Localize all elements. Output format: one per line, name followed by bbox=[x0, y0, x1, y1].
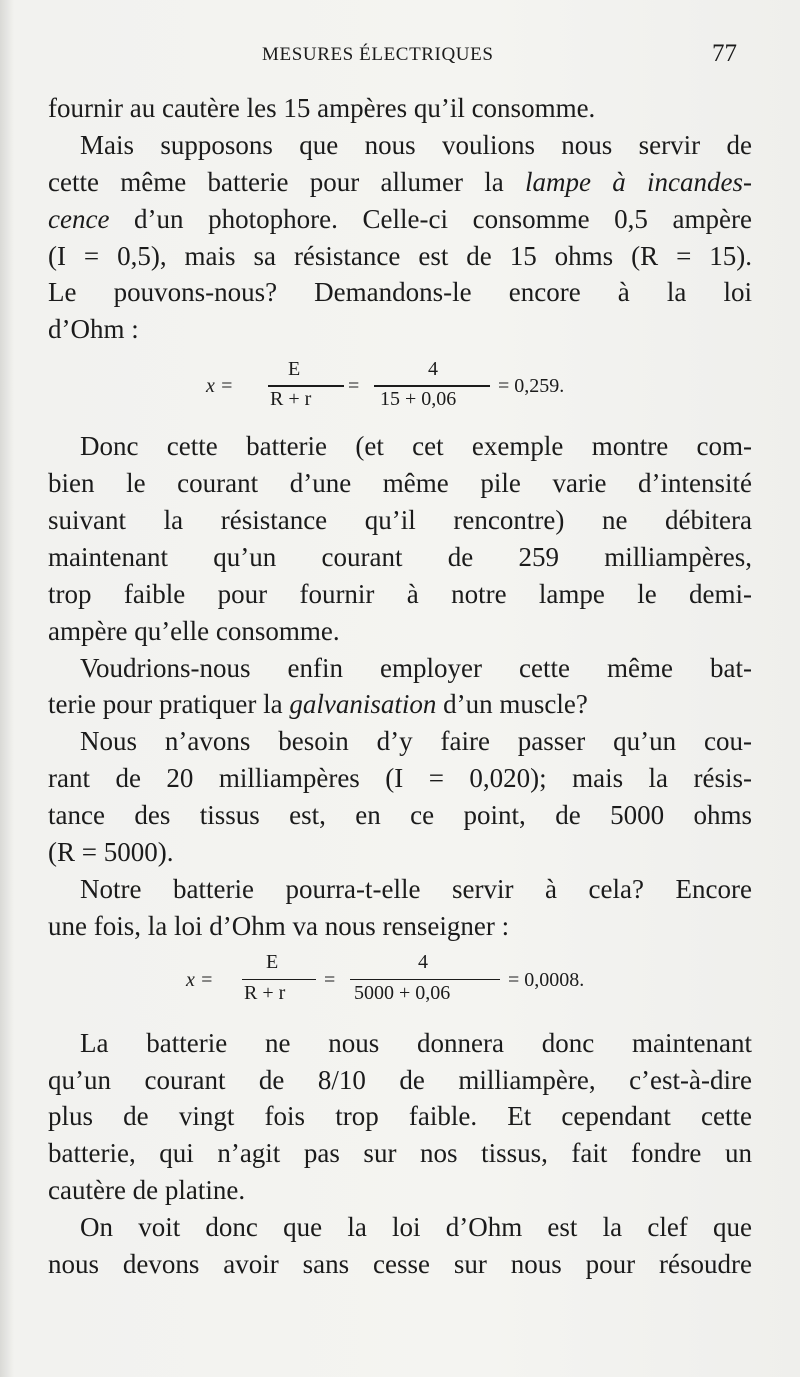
formula-result: = 0,0008. bbox=[508, 968, 585, 991]
fraction-bar bbox=[350, 979, 500, 981]
formula-denominator: R + r bbox=[244, 981, 286, 1004]
text-line bbox=[48, 164, 752, 201]
text-line: (R = 5000). bbox=[48, 837, 174, 868]
paragraph bbox=[48, 1025, 752, 1209]
text-line: suivant la résistance qu’il rencontre) ne débitera bbox=[48, 505, 752, 536]
text-run: d’un photophore. Celle-ci consomme 0,5 ampère bbox=[109, 203, 752, 234]
formula-lhs: x = bbox=[186, 968, 214, 991]
text-line: bien le courant d’une même pile varie d’intensité bbox=[48, 468, 752, 499]
text-line: batterie, qui n’agit pas sur nos tissus, fait fondre un bbox=[48, 1138, 752, 1169]
paragraph bbox=[48, 127, 752, 348]
text-line: fournir au cautère les 15 ampères qu’il consomme. bbox=[48, 93, 596, 123]
formula-numerator: 4 bbox=[418, 950, 428, 973]
text-line: (I = 0,5), mais sa résistance est de 15 ohms (R = 15). bbox=[48, 240, 752, 271]
paragraph bbox=[48, 723, 752, 871]
text-line: tance des tissus est, en ce point, de 5000 ohms bbox=[48, 800, 752, 831]
formula-numerator: 4 bbox=[428, 358, 438, 381]
fraction-bar bbox=[268, 385, 344, 387]
fraction-bar bbox=[242, 979, 316, 981]
italic-text: lampe à incandes- bbox=[525, 166, 753, 197]
formula-equals: = bbox=[324, 968, 336, 991]
text-line: Le pouvons-nous? Demandons-le encore à la loi bbox=[48, 277, 752, 308]
text-line: Voudrions-nous enfin employer cette même bat- bbox=[80, 652, 752, 683]
text-line: Mais supposons que nous voulions nous servir de bbox=[80, 129, 752, 160]
paragraph bbox=[48, 871, 752, 945]
text-line: Donc cette batterie (et cet exemple montre com- bbox=[80, 431, 752, 462]
formula-lhs: x = bbox=[206, 375, 234, 398]
text-line: Notre batterie pourra-t-elle servir à cela? Encore bbox=[80, 873, 752, 904]
paragraph bbox=[48, 428, 752, 649]
italic-text: cence bbox=[48, 203, 110, 234]
text-run: cette même batterie pour allumer la bbox=[48, 166, 525, 197]
formula-equals: = bbox=[348, 375, 360, 398]
text-line bbox=[48, 686, 752, 723]
text-line: d’Ohm : bbox=[48, 314, 139, 345]
text-line: maintenant qu’un courant de 259 milliampères, bbox=[48, 541, 752, 572]
text-line bbox=[48, 201, 752, 238]
formula-numerator: E bbox=[288, 358, 301, 381]
formula-numerator: E bbox=[266, 950, 279, 973]
text-line: trop faible pour fournir à notre lampe le demi- bbox=[48, 578, 752, 609]
text-run: terie pour pratiquer la bbox=[48, 689, 290, 720]
formula-denominator: 5000 + 0,06 bbox=[354, 981, 451, 1004]
italic-text: galvanisation bbox=[289, 689, 437, 720]
text-line: plus de vingt fois trop faible. Et cependant cette bbox=[48, 1101, 752, 1132]
body-text bbox=[48, 90, 752, 1283]
page-header bbox=[0, 40, 800, 74]
text-line: ampère qu’elle consomme. bbox=[48, 615, 340, 646]
text-line: Nous n’avons besoin d’y faire passer qu’un cou- bbox=[80, 726, 752, 757]
text-run: d’un muscle? bbox=[436, 689, 588, 720]
running-title: MESURES ÉLECTRIQUES bbox=[262, 44, 494, 65]
page-number: 77 bbox=[712, 40, 737, 67]
formula-ohm-law-2 bbox=[48, 945, 752, 1025]
text-line: On voit donc que la loi d’Ohm est la clef que bbox=[80, 1212, 752, 1243]
text-line: une fois, la loi d’Ohm va nous renseigner : bbox=[48, 910, 510, 941]
formula-denominator: 15 + 0,06 bbox=[380, 388, 457, 411]
text-line: nous devons avoir sans cesse sur nous pour résoudre bbox=[48, 1249, 752, 1280]
paragraph bbox=[48, 1209, 752, 1283]
formula-ohm-law-1 bbox=[48, 348, 752, 428]
formula-result: = 0,259. bbox=[498, 375, 565, 398]
text-line: La batterie ne nous donnera donc maintenant bbox=[80, 1027, 752, 1058]
text-line: qu’un courant de 8/10 de milliampère, c’est-à-dire bbox=[48, 1064, 752, 1095]
fraction-bar bbox=[374, 385, 490, 387]
text-line: rant de 20 milliampères (I = 0,020); mais la résis- bbox=[48, 763, 752, 794]
text-line: cautère de platine. bbox=[48, 1175, 246, 1206]
paragraph bbox=[48, 650, 752, 724]
formula-denominator: R + r bbox=[270, 388, 312, 411]
